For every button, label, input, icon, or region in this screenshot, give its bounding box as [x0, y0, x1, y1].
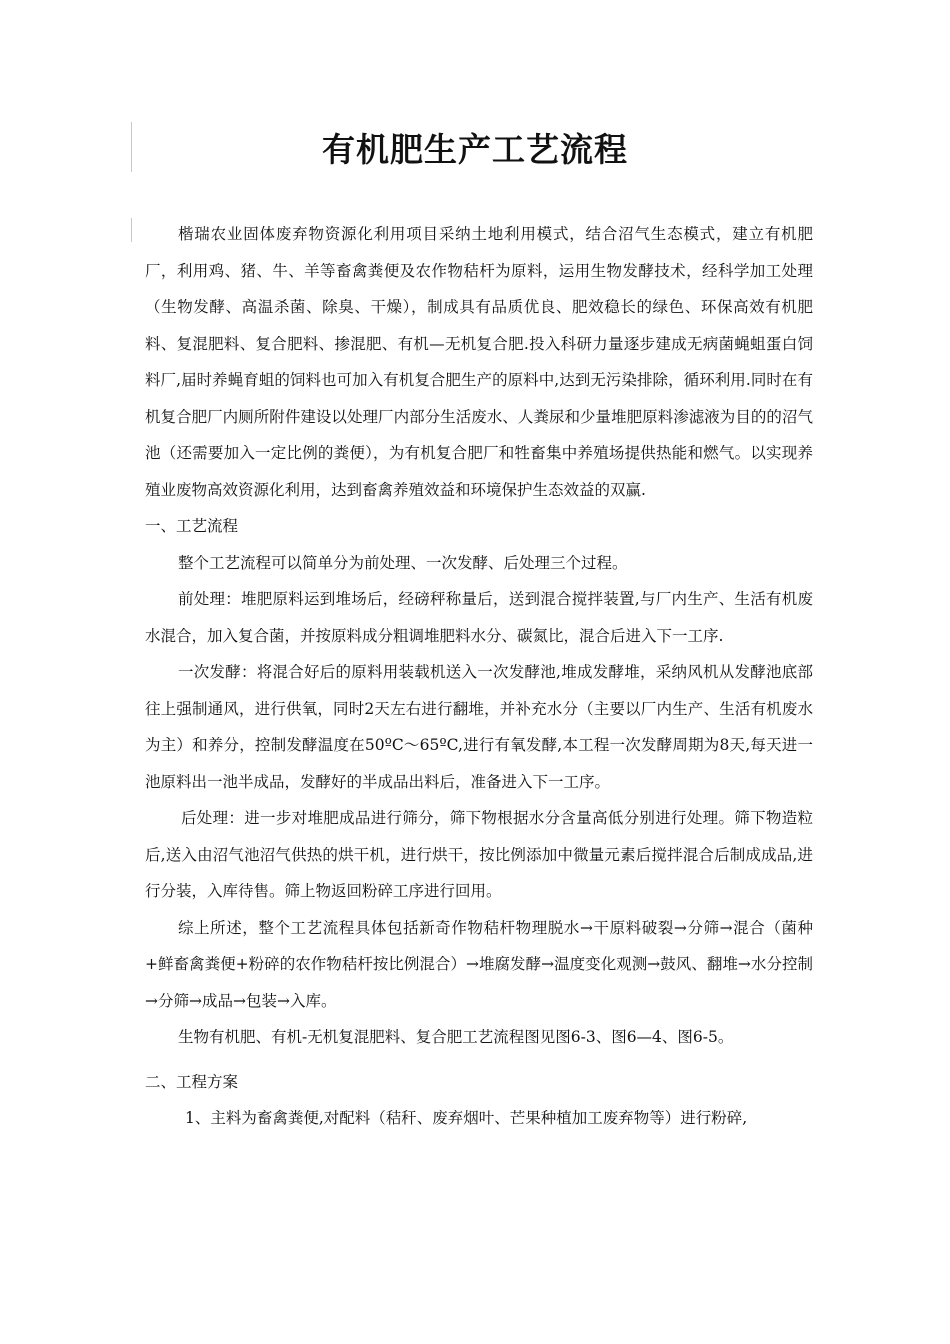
margin-marker: [131, 218, 132, 242]
flowchart-reference-paragraph: 生物有机肥、有机-无机复混肥料、复合肥工艺流程图见图6-3、图6—4、图6-5。: [178, 1028, 734, 1046]
intro-paragraph: 楷瑞农业固体废弃物资源化利用项目采纳土地利用模式，结合沼气生态模式，建立有机肥厂，利用鸡、猪、牛、羊等畜禽粪便及农作物秸杆为原料，运用生物发酵技术，经科学加工处理（生物发酵、高温杀菌、除臭、干燥），制成具有品质优良、肥效稳长的绿色、环保高效有机肥料、复混肥料、复合肥料、掺混肥、有机—无机复合肥.投入科研力量逐步建成无病菌蝇蛆蛋白饲料厂,届时养蝇育蛆的饲料也可加入有机复合肥生产的原料中,达到无污染排除，循环利用.同时在有机复合肥厂内厕所附件建设以处理厂内部分生活废水、人粪尿和少量堆肥原料渗滤液为目的的沼气池（还需要加入一定比例的粪便），为有机复合肥厂和牲畜集中养殖场提供热能和燃气。以实现养殖业废物高效资源化利用，达到畜禽养殖效益和环境保护生态效益的双赢.: [145, 225, 813, 499]
engineering-item-1: 1、主料为畜禽粪便,对配料（秸秆、废弃烟叶、芒果种植加工废弃物等）进行粉碎,: [185, 1109, 748, 1127]
section-heading-process: 一、工艺流程: [145, 517, 239, 535]
pretreatment-paragraph: 前处理：堆肥原料运到堆场后，经磅秤称量后，送到混合搅拌装置,与厂内生产、生活有机废水混合，加入复合菌，并按原料成分粗调堆肥料水分、碳氮比，混合后进入下一工序.: [145, 590, 813, 645]
document-title: 有机肥生产工艺流程: [322, 130, 628, 169]
process-overview-paragraph: 整个工艺流程可以简单分为前处理、一次发酵、后处理三个过程。: [178, 553, 628, 572]
primary-fermentation-paragraph: 一次发酵：将混合好后的原料用装载机送入一次发酵池,堆成发酵堆，采纳风机从发酵池底部往上强制通风，进行供氧，同时2天左右进行翻堆，并补充水分（主要以厂内生产、生活有机废水为主）和养分，控制发酵温度在50ºC～65ºC,进行有氧发酵,本工程一次发酵周期为8天,每天进一池原料出一池半成品，发酵好的半成品出料后，准备进入下一工序。: [145, 663, 813, 791]
summary-paragraph: 综上所述，整个工艺流程具体包括新奇作物秸杆物理脱水→干原料破裂→分筛→混合（菌种+鲜畜禽粪便+粉碎的农作物秸杆按比例混合）→堆腐发酵→温度变化观测→鼓风、翻堆→水分控制→分筛→成品→包装→入库。: [145, 918, 813, 1010]
section-heading-engineering: 二、工程方案: [145, 1072, 239, 1091]
posttreatment-paragraph: 后处理：进一步对堆肥成品进行筛分，筛下物根据水分含量高低分别进行处理。筛下物造粒后,送入由沼气池沼气供热的烘干机，进行烘干，按比例添加中微量元素后搅拌混合后制成成品,进行分装，入库待售。筛上物返回粉碎工序进行回用。: [145, 809, 813, 900]
document-body: [145, 216, 813, 1137]
